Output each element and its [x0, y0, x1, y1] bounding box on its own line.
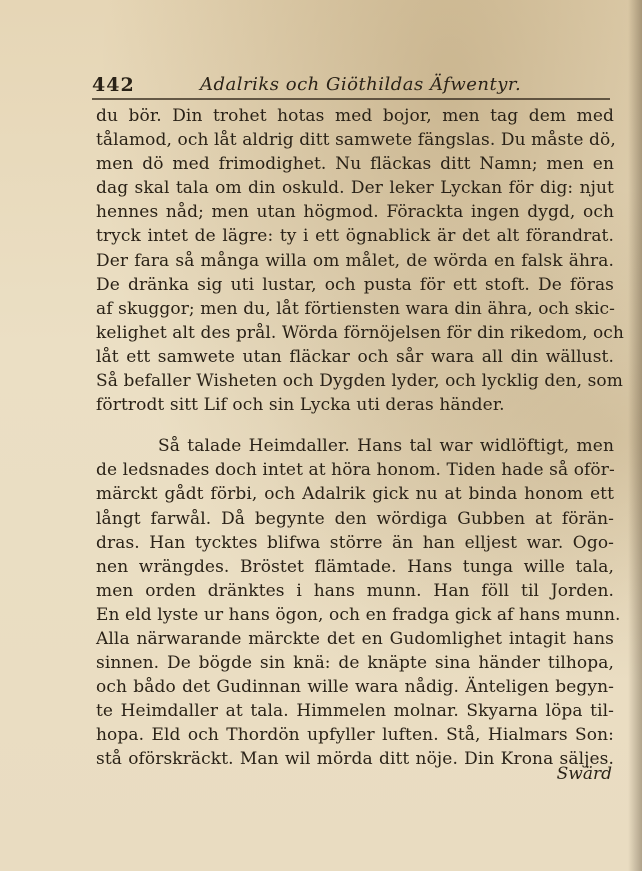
text-line: te Heimdaller at tala. Himmelen molnar. Skyarna löpa til- — [96, 701, 614, 722]
text-line: Så befaller Wisheten och Dygden lyder, och lycklig den, som — [96, 371, 623, 392]
text-line: tryck intet de lägre: ty i ett ögnablick är det alt förandrat. — [96, 226, 614, 247]
text-line: Der fara så många willa om målet, de wörda en falsk ähra. — [96, 250, 614, 271]
text-line: De dränka sig uti lustar, och pusta för ett stoft. De föras — [96, 274, 614, 295]
text-line: och bådo det Gudinnan wille wara nådig. Änteligen begyn- — [96, 677, 614, 698]
text-line: dag skal tala om din oskuld. Der leker Lyckan för dig: njut — [96, 178, 614, 199]
text-line: kelighet alt des prål. Wörda förnöjelsen för din rikedom, och — [96, 322, 624, 343]
page-header — [92, 70, 612, 98]
text-line: förtrodt sitt Lif och sin Lycka uti deras händer. — [96, 395, 505, 416]
paragraph-gap — [96, 417, 614, 434]
paragraph-1 — [96, 104, 624, 417]
text-line: märckt gådt förbi, och Adalrik gick nu at binda honom ett — [96, 484, 614, 505]
running-title: Adalriks och Giöthildas Äfwentyr. — [200, 74, 522, 95]
paragraph-2 — [96, 434, 621, 771]
text-line: En eld lyste ur hans ögon, och en fradga gick af hans munn. — [96, 604, 621, 625]
body-text — [96, 104, 624, 772]
text-line: men orden dränktes i hans munn. Han föll til Jorden. — [96, 580, 614, 601]
page-number: 442 — [92, 74, 135, 96]
text-line: dras. Han tycktes blifwa större än han elljest war. Ogo- — [96, 532, 614, 553]
text-line: Så talade Heimdaller. Hans tal war widlöftigt, men — [158, 436, 614, 457]
page-edge-shadow — [628, 0, 642, 871]
catchword: Swärd — [556, 764, 612, 784]
text-line: hennes nåd; men utan högmod. Förackta ingen dygd, och — [96, 202, 614, 223]
text-line: men dö med frimodighet. Nu fläckas ditt Namn; men en — [96, 154, 614, 175]
text-line: tålamod, och låt aldrig ditt samwete fängslas. Du måste dö, — [96, 130, 616, 151]
text-line: långt farwål. Då begynte den wördiga Gubben at förän- — [96, 508, 614, 529]
text-line: sinnen. De bögde sin knä: de knäpte sina händer tilhopa, — [96, 653, 614, 674]
text-line: du bör. Din trohet hotas med bojor, men tag dem med — [96, 106, 614, 126]
text-line: nen wrängdes. Bröstet flämtade. Hans tunga wille tala, — [96, 556, 614, 577]
text-line: stå oförskräckt. Man wil mörda ditt nöje. Din Krona säljes. — [96, 749, 614, 770]
text-line: hopa. Eld och Thordön upfyller luften. Stå, Hialmars Son: — [96, 725, 614, 746]
text-line: låt ett samwete utan fläckar och sår wara all din wällust. — [96, 346, 614, 367]
text-line: de ledsnades doch intet at höra honom. Tiden hade så oför- — [96, 460, 615, 481]
header-rule — [92, 98, 610, 100]
text-line: af skuggor; men du, låt förtiensten wara din ähra, och skic- — [96, 298, 615, 319]
text-line: Alla närwarande märckte det en Gudomlighet intagit hans — [96, 628, 614, 649]
